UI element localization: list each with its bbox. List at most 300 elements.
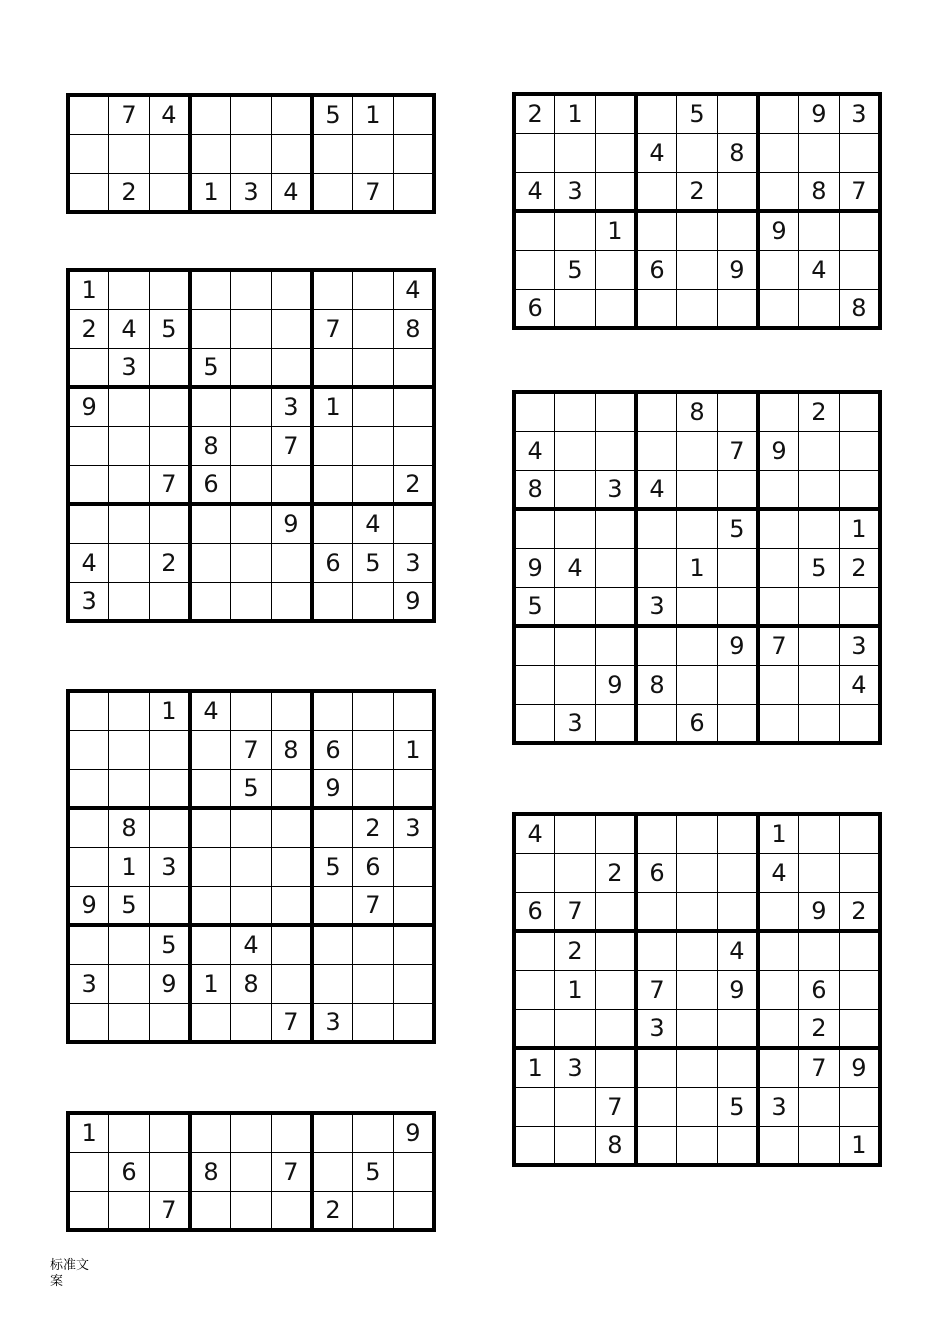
sudoku-cell: [68, 1191, 109, 1230]
sudoku-cell: [799, 665, 840, 704]
sudoku-cell: [231, 808, 272, 847]
sudoku-cell: [839, 211, 880, 250]
sudoku-cell: [190, 1003, 231, 1042]
sudoku-cell: 4: [758, 853, 799, 892]
sudoku-cell: 5: [149, 309, 190, 348]
sudoku-cell: 6: [636, 250, 677, 289]
sudoku-cell: 8: [190, 1152, 231, 1191]
sudoku-cell: [312, 886, 353, 925]
sudoku-cell: 8: [677, 392, 718, 431]
sudoku-row: [514, 1009, 880, 1048]
sudoku-cell: [799, 470, 840, 509]
sudoku-row: [514, 392, 880, 431]
sudoku-cell: [839, 1087, 880, 1126]
sudoku-cell: 8: [109, 808, 150, 847]
sudoku-cell: [555, 1126, 596, 1165]
sudoku-cell: [231, 270, 272, 309]
sudoku-cell: 7: [271, 426, 312, 465]
sudoku-cell: 5: [312, 847, 353, 886]
sudoku-row: [514, 211, 880, 250]
sudoku-cell: [231, 134, 272, 173]
sudoku-cell: 9: [758, 431, 799, 470]
sudoku-cell: 8: [839, 289, 880, 328]
sudoku-cell: [190, 1191, 231, 1230]
sudoku-cell: [393, 504, 434, 543]
sudoku-cell: [514, 1087, 555, 1126]
sudoku-cell: [231, 465, 272, 504]
sudoku-row: [514, 133, 880, 172]
sudoku-cell: [799, 704, 840, 743]
sudoku-cell: 1: [555, 970, 596, 1009]
sudoku-cell: [717, 211, 758, 250]
sudoku-cell: [595, 133, 636, 172]
sudoku-cell: 9: [393, 1113, 434, 1152]
sudoku-cell: [636, 1126, 677, 1165]
sudoku-row: [68, 1003, 434, 1042]
sudoku-cell: [393, 769, 434, 808]
sudoku-cell: 4: [393, 270, 434, 309]
sudoku-row: [68, 543, 434, 582]
sudoku-cell: [636, 172, 677, 211]
sudoku-cell: [149, 730, 190, 769]
sudoku-cell: [312, 348, 353, 387]
sudoku-cell: 6: [677, 704, 718, 743]
sudoku-cell: [555, 509, 596, 548]
sudoku-cell: 7: [595, 1087, 636, 1126]
sudoku-cell: [636, 431, 677, 470]
sudoku-row: [514, 289, 880, 328]
sudoku-cell: [555, 626, 596, 665]
sudoku-cell: [677, 853, 718, 892]
sudoku-cell: [271, 134, 312, 173]
sudoku-cell: [149, 886, 190, 925]
sudoku-cell: [393, 964, 434, 1003]
sudoku-cell: [353, 348, 394, 387]
sudoku-cell: [677, 814, 718, 853]
sudoku-cell: 5: [149, 925, 190, 964]
sudoku-cell: [271, 886, 312, 925]
sudoku-cell: 9: [839, 1048, 880, 1087]
sudoku-cell: 9: [149, 964, 190, 1003]
footer-text: [50, 1258, 98, 1290]
sudoku-cell: [555, 392, 596, 431]
sudoku-cell: [636, 931, 677, 970]
sudoku-cell: [514, 1126, 555, 1165]
sudoku-cell: [393, 1191, 434, 1230]
sudoku-cell: [149, 1113, 190, 1152]
sudoku-cell: [68, 925, 109, 964]
sudoku-cell: [514, 211, 555, 250]
sudoku-cell: 3: [555, 172, 596, 211]
sudoku-cell: 3: [231, 173, 272, 212]
sudoku-cell: [555, 470, 596, 509]
sudoku-row: [514, 704, 880, 743]
sudoku-cell: 2: [109, 173, 150, 212]
sudoku-cell: 4: [68, 543, 109, 582]
sudoku-cell: [393, 95, 434, 134]
sudoku-cell: [190, 886, 231, 925]
sudoku-cell: 7: [231, 730, 272, 769]
sudoku-cell: [677, 1087, 718, 1126]
sudoku-cell: [595, 94, 636, 133]
sudoku-cell: 8: [799, 172, 840, 211]
sudoku-cell: [839, 1009, 880, 1048]
sudoku-cell: [149, 769, 190, 808]
sudoku-cell: [636, 1087, 677, 1126]
sudoku-cell: [717, 470, 758, 509]
sudoku-cell: [595, 392, 636, 431]
sudoku-cell: 7: [271, 1003, 312, 1042]
sudoku-cell: [149, 1003, 190, 1042]
sudoku-cell: 8: [636, 665, 677, 704]
sudoku-grid-left-3: [66, 689, 436, 1044]
sudoku-cell: 9: [514, 548, 555, 587]
sudoku-cell: 9: [717, 970, 758, 1009]
sudoku-cell: 4: [636, 470, 677, 509]
sudoku-cell: 9: [312, 769, 353, 808]
sudoku-cell: [799, 853, 840, 892]
sudoku-cell: [555, 1009, 596, 1048]
sudoku-cell: [799, 133, 840, 172]
sudoku-cell: [677, 1009, 718, 1048]
sudoku-cell: [839, 931, 880, 970]
sudoku-cell: [353, 730, 394, 769]
sudoku-row: [68, 173, 434, 212]
sudoku-cell: 3: [149, 847, 190, 886]
sudoku-row: [68, 270, 434, 309]
sudoku-cell: [353, 964, 394, 1003]
sudoku-cell: [393, 387, 434, 426]
sudoku-cell: 2: [677, 172, 718, 211]
sudoku-cell: [68, 730, 109, 769]
sudoku-cell: [109, 543, 150, 582]
sudoku-row: [514, 970, 880, 1009]
sudoku-cell: [514, 970, 555, 1009]
sudoku-row: [68, 886, 434, 925]
sudoku-row: [514, 665, 880, 704]
sudoku-cell: [839, 250, 880, 289]
sudoku-cell: [514, 853, 555, 892]
sudoku-row: [514, 172, 880, 211]
sudoku-cell: [271, 925, 312, 964]
sudoku-cell: [271, 95, 312, 134]
sudoku-cell: [839, 431, 880, 470]
sudoku-cell: [393, 426, 434, 465]
sudoku-cell: 6: [353, 847, 394, 886]
sudoku-cell: 1: [190, 173, 231, 212]
sudoku-cell: 7: [149, 465, 190, 504]
sudoku-cell: [68, 134, 109, 173]
sudoku-cell: [393, 134, 434, 173]
sudoku-cell: [190, 270, 231, 309]
sudoku-row: [68, 426, 434, 465]
sudoku-cell: [717, 392, 758, 431]
sudoku-cell: [555, 289, 596, 328]
sudoku-cell: 1: [839, 1126, 880, 1165]
sudoku-row: [514, 1126, 880, 1165]
sudoku-cell: [799, 626, 840, 665]
sudoku-cell: [312, 808, 353, 847]
sudoku-cell: [271, 847, 312, 886]
sudoku-cell: [758, 892, 799, 931]
sudoku-row: [68, 1113, 434, 1152]
sudoku-cell: 2: [353, 808, 394, 847]
sudoku-cell: 4: [514, 431, 555, 470]
sudoku-cell: 1: [514, 1048, 555, 1087]
sudoku-cell: [595, 931, 636, 970]
sudoku-cell: [636, 392, 677, 431]
sudoku-cell: 3: [636, 587, 677, 626]
sudoku-cell: 8: [595, 1126, 636, 1165]
sudoku-cell: [271, 769, 312, 808]
sudoku-cell: [636, 704, 677, 743]
sudoku-cell: [636, 94, 677, 133]
sudoku-cell: [68, 426, 109, 465]
sudoku-row: [68, 808, 434, 847]
sudoku-cell: 9: [68, 886, 109, 925]
sudoku-cell: [393, 173, 434, 212]
sudoku-cell: [514, 509, 555, 548]
sudoku-cell: 9: [717, 626, 758, 665]
sudoku-row: [68, 582, 434, 621]
sudoku-cell: [109, 387, 150, 426]
sudoku-cell: [109, 134, 150, 173]
sudoku-cell: [839, 470, 880, 509]
sudoku-cell: [514, 931, 555, 970]
sudoku-cell: [595, 704, 636, 743]
sudoku-row: [514, 1087, 880, 1126]
sudoku-cell: 2: [799, 392, 840, 431]
sudoku-cell: [231, 1191, 272, 1230]
sudoku-cell: [149, 173, 190, 212]
sudoku-cell: [271, 964, 312, 1003]
sudoku-cell: 4: [190, 691, 231, 730]
sudoku-cell: [149, 134, 190, 173]
sudoku-cell: [271, 543, 312, 582]
sudoku-cell: 7: [353, 173, 394, 212]
sudoku-cell: 7: [271, 1152, 312, 1191]
sudoku-cell: [231, 847, 272, 886]
sudoku-row: [514, 931, 880, 970]
sudoku-cell: [799, 211, 840, 250]
sudoku-row: [68, 309, 434, 348]
sudoku-cell: [231, 309, 272, 348]
sudoku-cell: 5: [799, 548, 840, 587]
sudoku-cell: [758, 970, 799, 1009]
sudoku-cell: [677, 665, 718, 704]
sudoku-cell: [109, 465, 150, 504]
sudoku-cell: [717, 814, 758, 853]
sudoku-cell: 4: [514, 172, 555, 211]
sudoku-cell: [109, 730, 150, 769]
sudoku-cell: [190, 504, 231, 543]
sudoku-cell: [68, 465, 109, 504]
sudoku-cell: [68, 1003, 109, 1042]
sudoku-cell: 1: [353, 95, 394, 134]
sudoku-cell: 5: [312, 95, 353, 134]
sudoku-cell: [636, 1048, 677, 1087]
sudoku-row: [514, 587, 880, 626]
sudoku-cell: [190, 730, 231, 769]
sudoku-cell: [799, 289, 840, 328]
sudoku-cell: 5: [231, 769, 272, 808]
sudoku-cell: [758, 133, 799, 172]
sudoku-cell: 7: [636, 970, 677, 1009]
sudoku-cell: [393, 1152, 434, 1191]
sudoku-row: [514, 626, 880, 665]
sudoku-row: [514, 814, 880, 853]
sudoku-cell: [758, 392, 799, 431]
sudoku-cell: [149, 1152, 190, 1191]
sudoku-cell: 4: [353, 504, 394, 543]
sudoku-cell: [353, 426, 394, 465]
sudoku-cell: [758, 250, 799, 289]
sudoku-row: [514, 250, 880, 289]
sudoku-cell: [149, 270, 190, 309]
sudoku-cell: [271, 1191, 312, 1230]
sudoku-cell: [636, 509, 677, 548]
sudoku-cell: [595, 1048, 636, 1087]
sudoku-cell: 3: [839, 626, 880, 665]
sudoku-cell: 4: [555, 548, 596, 587]
sudoku-cell: 9: [758, 211, 799, 250]
sudoku-cell: [555, 211, 596, 250]
sudoku-cell: [555, 814, 596, 853]
sudoku-cell: [758, 289, 799, 328]
sudoku-cell: [68, 95, 109, 134]
sudoku-cell: [839, 133, 880, 172]
sudoku-cell: [231, 1113, 272, 1152]
sudoku-cell: 5: [555, 250, 596, 289]
sudoku-cell: [839, 970, 880, 1009]
sudoku-cell: [839, 853, 880, 892]
sudoku-cell: 4: [271, 173, 312, 212]
sudoku-cell: [758, 1009, 799, 1048]
sudoku-cell: [149, 426, 190, 465]
footer-line-2: 案: [50, 1274, 64, 1289]
sudoku-row: [514, 548, 880, 587]
footer-line-1: 标准文: [50, 1258, 90, 1273]
sudoku-cell: [758, 94, 799, 133]
sudoku-cell: 3: [636, 1009, 677, 1048]
sudoku-cell: [595, 172, 636, 211]
sudoku-row: [68, 847, 434, 886]
sudoku-cell: 9: [717, 250, 758, 289]
sudoku-cell: 9: [799, 94, 840, 133]
sudoku-cell: [636, 548, 677, 587]
sudoku-cell: [312, 465, 353, 504]
sudoku-cell: [717, 548, 758, 587]
sudoku-cell: 4: [514, 814, 555, 853]
sudoku-cell: [555, 431, 596, 470]
sudoku-cell: [758, 704, 799, 743]
sudoku-cell: 9: [799, 892, 840, 931]
sudoku-cell: [636, 814, 677, 853]
sudoku-cell: [312, 1152, 353, 1191]
sudoku-cell: 5: [717, 1087, 758, 1126]
sudoku-cell: 1: [68, 1113, 109, 1152]
sudoku-cell: [353, 582, 394, 621]
sudoku-cell: [636, 626, 677, 665]
sudoku-cell: [149, 504, 190, 543]
sudoku-cell: 8: [231, 964, 272, 1003]
sudoku-cell: 3: [68, 582, 109, 621]
sudoku-row: [68, 465, 434, 504]
sudoku-cell: [149, 808, 190, 847]
sudoku-cell: 6: [190, 465, 231, 504]
sudoku-grid-right-3: [512, 812, 882, 1167]
sudoku-row: [68, 730, 434, 769]
sudoku-cell: [271, 309, 312, 348]
sudoku-cell: 5: [353, 1152, 394, 1191]
sudoku-cell: 6: [514, 892, 555, 931]
sudoku-cell: 3: [393, 808, 434, 847]
sudoku-row: [68, 387, 434, 426]
sudoku-cell: [717, 1048, 758, 1087]
sudoku-cell: 1: [393, 730, 434, 769]
sudoku-cell: [109, 270, 150, 309]
sudoku-cell: [312, 426, 353, 465]
sudoku-cell: 6: [514, 289, 555, 328]
sudoku-cell: 9: [271, 504, 312, 543]
sudoku-cell: [271, 465, 312, 504]
sudoku-cell: [799, 431, 840, 470]
sudoku-cell: 7: [717, 431, 758, 470]
sudoku-cell: [312, 925, 353, 964]
sudoku-cell: [312, 1113, 353, 1152]
sudoku-cell: 4: [231, 925, 272, 964]
sudoku-cell: [677, 1048, 718, 1087]
sudoku-cell: [353, 270, 394, 309]
sudoku-cell: 1: [149, 691, 190, 730]
sudoku-cell: [353, 925, 394, 964]
sudoku-cell: [758, 509, 799, 548]
sudoku-cell: [312, 173, 353, 212]
sudoku-cell: [677, 970, 718, 1009]
sudoku-cell: [514, 250, 555, 289]
sudoku-cell: 1: [109, 847, 150, 886]
sudoku-cell: [514, 704, 555, 743]
sudoku-cell: 3: [271, 387, 312, 426]
sudoku-cell: [190, 95, 231, 134]
sudoku-cell: 4: [149, 95, 190, 134]
sudoku-cell: [758, 587, 799, 626]
sudoku-cell: [677, 1126, 718, 1165]
sudoku-cell: 2: [799, 1009, 840, 1048]
sudoku-cell: [555, 1087, 596, 1126]
sudoku-cell: [190, 387, 231, 426]
sudoku-cell: [353, 769, 394, 808]
sudoku-cell: 7: [353, 886, 394, 925]
sudoku-cell: [839, 704, 880, 743]
sudoku-cell: [717, 665, 758, 704]
sudoku-cell: [799, 509, 840, 548]
sudoku-cell: [799, 1126, 840, 1165]
sudoku-cell: [231, 1152, 272, 1191]
sudoku-cell: 5: [717, 509, 758, 548]
sudoku-cell: [312, 582, 353, 621]
sudoku-cell: 4: [839, 665, 880, 704]
sudoku-cell: [149, 582, 190, 621]
sudoku-row: [514, 470, 880, 509]
sudoku-cell: [109, 1003, 150, 1042]
sudoku-cell: [109, 964, 150, 1003]
sudoku-cell: [595, 970, 636, 1009]
sudoku-row: [514, 509, 880, 548]
sudoku-cell: [677, 892, 718, 931]
sudoku-cell: 2: [312, 1191, 353, 1230]
sudoku-cell: 9: [393, 582, 434, 621]
